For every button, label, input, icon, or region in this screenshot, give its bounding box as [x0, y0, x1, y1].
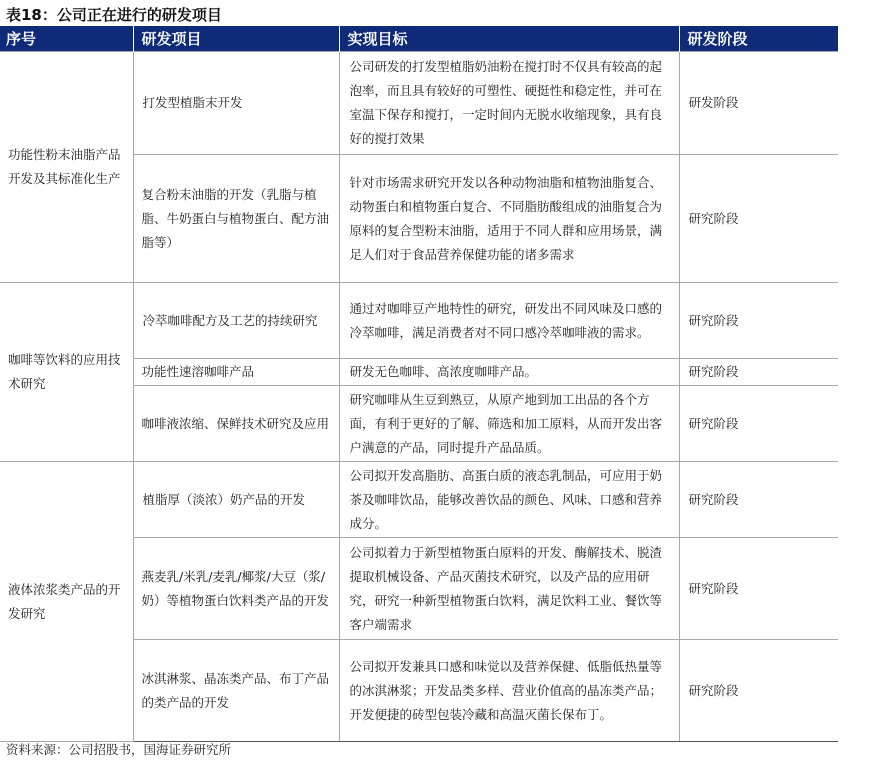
- table-row: [0, 52, 838, 155]
- header-row: [0, 26, 838, 52]
- source-note: 资料来源：公司招股书，国海证券研究所: [6, 742, 232, 757]
- stage-cell: 研究阶段: [679, 359, 838, 386]
- stage-cell: 研究阶段: [679, 640, 838, 742]
- category-cell: 液体浓浆类产品的开发研究: [0, 462, 133, 742]
- goal-cell: 研发无色咖啡、高浓度咖啡产品。: [339, 359, 679, 386]
- table-row: [0, 283, 838, 359]
- goal-cell: 公司拟着力于新型植物蛋白原料的开发、酶解技术、脱渣提取机械设备、产品灭菌技术研究，以及产品的应用研究，研究一种新型植物蛋白饮料，满足饮料工业、餐饮等客户端需求: [339, 538, 679, 640]
- category-cell: 功能性粉末油脂产品开发及其标准化生产: [0, 52, 133, 283]
- header-index: 序号: [0, 26, 133, 52]
- goal-cell: 公司拟开发兼具口感和味觉以及营养保健、低脂低热量等的冰淇淋浆；开发品类多样、营业价值高的晶冻类产品；开发便捷的砖型包装冷藏和高温灭菌长保布丁。: [339, 640, 679, 742]
- header-stage: 研发阶段: [679, 26, 838, 52]
- goal-cell: 公司研发的打发型植脂奶油粉在搅打时不仅具有较高的起泡率，而且具有较好的可塑性、硬挺性和稳定性，并可在室温下保存和搅打，一定时间内无脱水收缩现象，具有良好的搅打效果: [339, 52, 679, 155]
- project-cell: 复合粉末油脂的开发（乳脂与植脂、牛奶蛋白与植物蛋白、配方油脂等）: [133, 155, 339, 283]
- table-caption: 表18：公司正在进行的研发项目: [6, 6, 222, 24]
- stage-cell: 研究阶段: [679, 283, 838, 359]
- stage-cell: 研究阶段: [679, 462, 838, 538]
- project-cell: 冰淇淋浆、晶冻类产品、布丁产品的类产品的开发: [133, 640, 339, 742]
- stage-cell: 研究阶段: [679, 538, 838, 640]
- stage-cell: 研究阶段: [679, 386, 838, 462]
- category-cell: 咖啡等饮料的应用技术研究: [0, 283, 133, 462]
- goal-cell: 公司拟开发高脂肪、高蛋白质的液态乳制品，可应用于奶茶及咖啡饮品，能够改善饮品的颜色、风味、口感和营养成分。: [339, 462, 679, 538]
- goal-cell: 通过对咖啡豆产地特性的研究，研发出不同风味及口感的冷萃咖啡，满足消费者对不同口感冷萃咖啡液的需求。: [339, 283, 679, 359]
- project-cell: 冷萃咖啡配方及工艺的持续研究: [133, 283, 339, 359]
- rd-projects-table: [0, 26, 838, 742]
- table-row: [0, 462, 838, 538]
- stage-cell: 研究阶段: [679, 155, 838, 283]
- goal-cell: 研究咖啡从生豆到熟豆，从原产地到加工出品的各个方面，有利于更好的了解、筛选和加工原料，从而开发出客户满意的产品，同时提升产品品质。: [339, 386, 679, 462]
- goal-cell: 针对市场需求研究开发以各种动物油脂和植物油脂复合、动物蛋白和植物蛋白复合、不同脂肪酸组成的油脂复合为原料的复合型粉末油脂，适用于不同人群和应用场景，满足人们对于食品营养保健功能的诸多需求: [339, 155, 679, 283]
- project-cell: 咖啡液浓缩、保鲜技术研究及应用: [133, 386, 339, 462]
- stage-cell: 研发阶段: [679, 52, 838, 155]
- project-cell: 植脂厚（淡浓）奶产品的开发: [133, 462, 339, 538]
- project-cell: 功能性速溶咖啡产品: [133, 359, 339, 386]
- header-project: 研发项目: [133, 26, 339, 52]
- header-goal: 实现目标: [339, 26, 679, 52]
- project-cell: 燕麦乳/米乳/麦乳/椰浆/大豆（浆/奶）等植物蛋白饮料类产品的开发: [133, 538, 339, 640]
- project-cell: 打发型植脂末开发: [133, 52, 339, 155]
